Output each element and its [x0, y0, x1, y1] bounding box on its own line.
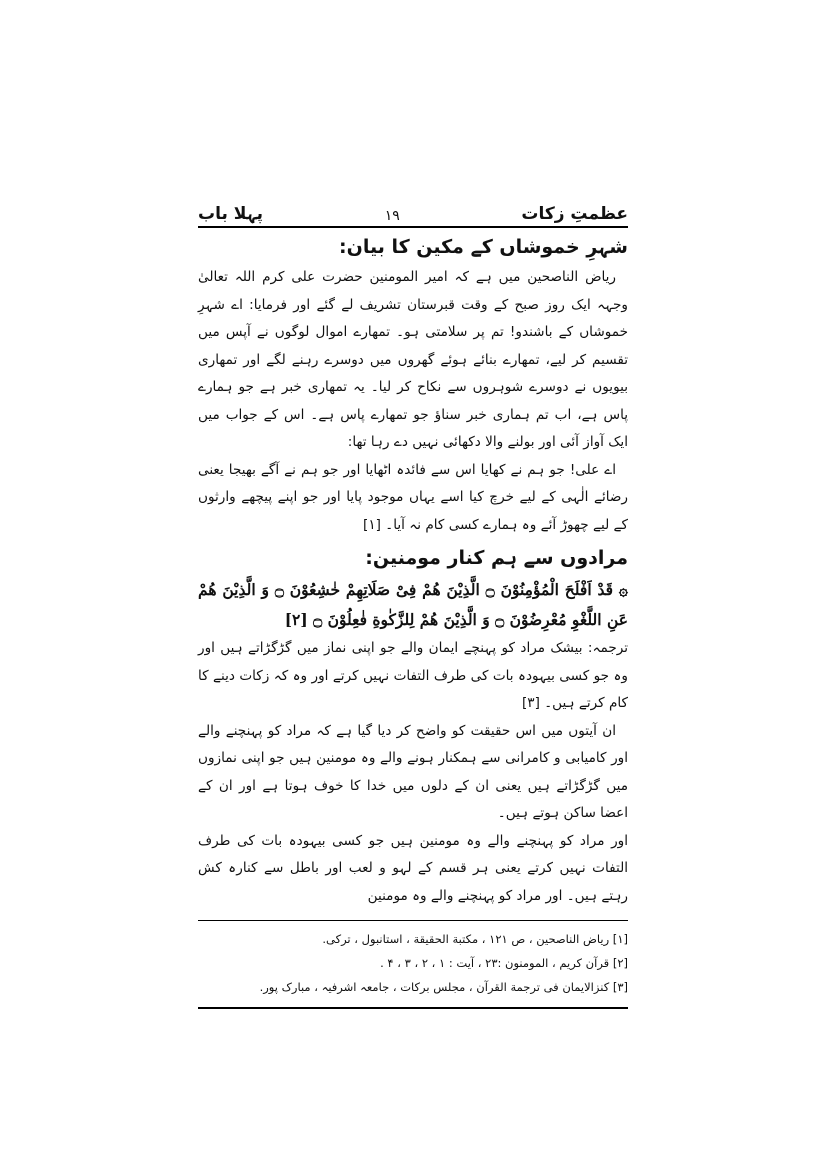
paragraph-1: ریاض الناصحین میں ہے کہ امیر المومنین حضرت علی کرم اللہ تعالیٰ وجہہ ایک روز صبح کے وقت قبرستان تشریف لے گئے اور فرمایا: اے شہرِ خموشاں کے باشندو! تم پر سلامتی ہو۔ تمھارے اموال لوگوں نے آپس میں تقسیم کر لیے، تمھارے بنائے ہوئے گھروں میں دوسرے رہنے لگے اور تمھاری بیویوں نے دوسرے شوہروں سے نکاح کر لیا۔ یہ تمھاری خبر ہے جو ہمارے پاس ہے، اب تم ہماری خبر سناؤ جو تمھارے پاس ہے۔ اس کے جواب میں ایک آواز آئی اور بولنے والا دکھائی نہیں دے رہا تھا: [198, 269, 628, 450]
footnote-1: [۱] ریاض الناصحین ، ص ۱۲۱ ، مکتبة الحقیقة ، استانبول ، ترکی. [322, 932, 628, 946]
footnote-3: [۳] کنزالایمان فی ترجمة القرآن ، مجلس برکات ، جامعہ اشرفیہ ، مبارک پور. [259, 980, 628, 994]
section-heading-2: مرادوں سے ہم کنار مومنین: [365, 547, 628, 569]
chapter-title: پہلا باب [198, 204, 264, 224]
paragraph-4: اور مراد کو پہنچنے والے وہ مومنین ہیں جو کسی بیہودہ بات کی طرف التفات نہیں کرتے یعنی ہر قسم کے لہو و لعب اور باطل سے کنارہ کش رہتے ہیں۔ اور مراد کو پہنچنے والے وہ مومنین [198, 832, 628, 904]
translation: ترجمہ: بیشک مراد کو پہنچے ایمان والے جو اپنی نماز میں گڑگڑاتے ہیں اور وہ جو کسی بیہودہ بات کی طرف التفات نہیں کرتے اور وہ کہ زکات دینے کا کام کرتے ہیں۔ [۳] [198, 640, 628, 711]
running-header [198, 200, 628, 228]
bottom-rule [198, 1007, 628, 1009]
quran-verse: ۞ قَدْ اَفْلَحَ الْمُؤْمِنُوْنَ ۝ الَّذِیْنَ هُمْ فِیْ صَلَاتِهِمْ خٰشِعُوْنَ ۝ وَ الَّذِیْنَ هُمْ عَنِ اللَّغْوِ مُعْرِضُوْنَ ۝ وَ الَّذِیْنَ هُمْ لِلزَّكٰوةِ فٰعِلُوْنَ ۝ [۲] [198, 580, 628, 629]
book-title: عظمتِ زکات [521, 204, 628, 224]
paragraph-3: ان آیتوں میں اس حقیقت کو واضح کر دیا گیا ہے کہ مراد کو پہنچنے والے اور کامیابی و کامرانی سے ہمکنار ہونے والے وہ مومنین ہیں جو اپنی نمازوں میں گڑگڑاتے ہیں یعنی ان کے دلوں میں خدا کا خوف ہوتا ہے اور ان کے اعضا ساکن ہوتے ہیں۔ [198, 722, 628, 821]
footnote-2: [۲] قرآن کریم ، المومنون :۲۳ ، آیت : ۱ ، ۲ ، ۳ ، ۴ . [380, 956, 628, 970]
footnote-divider [198, 920, 628, 921]
page [198, 200, 628, 1009]
page-number: ۱۹ [384, 208, 400, 224]
section-heading-1: شہرِ خموشاں کے مکین کا بیان: [339, 236, 628, 258]
paragraph-2: اے علی! جو ہم نے کھایا اس سے فائدہ اٹھایا اور جو ہم نے آگے بھیجا یعنی رضائے الٰہی کے لیے خرچ کیا اسے یہاں موجود پایا اور جو اپنے پیچھے وارثوں کے لیے چھوڑ آئے وہ ہمارے کسی کام نہ آیا۔ [۱] [198, 461, 628, 533]
